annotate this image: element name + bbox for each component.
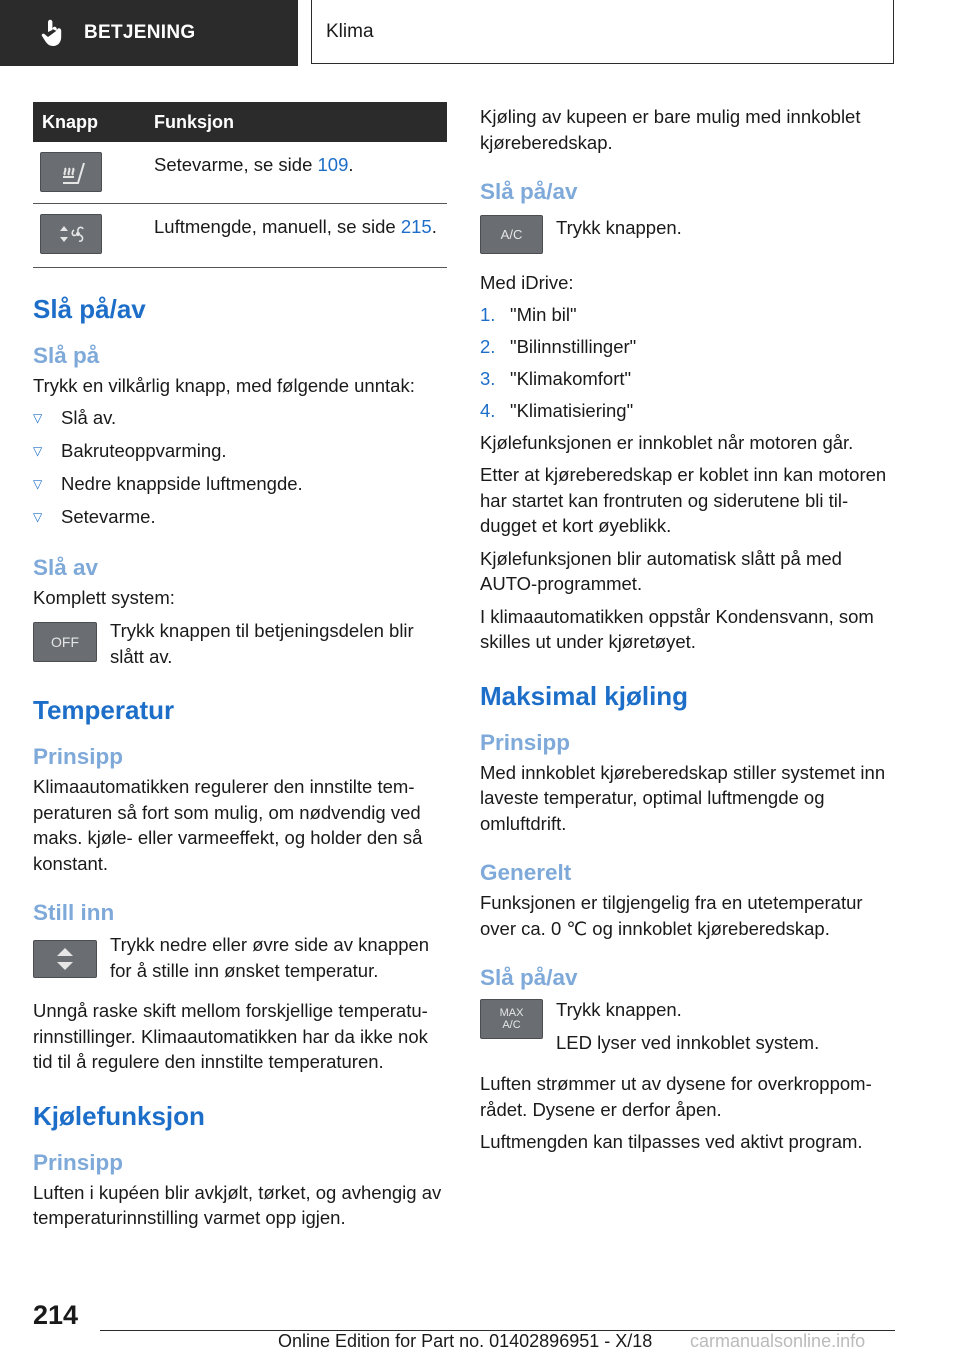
list-item: ▽ Bakruteoppvarming. <box>33 438 447 465</box>
max-ac-button-row <box>480 997 895 1055</box>
paragraph-max-principle: Med innkoblet kjøreberedskap stiller systemet inn laveste temperatur, optimal luftmengde og omluftdrift. <box>480 761 886 834</box>
heading-on-off: Slå på/av <box>480 965 578 990</box>
triangle-bullet-icon: ▽ <box>33 510 43 524</box>
triangle-bullet-icon: ▽ <box>33 411 43 425</box>
ac-button-row <box>480 215 895 254</box>
heading-on-off: Slå på/av <box>480 179 578 204</box>
ac-button-image: A/C <box>480 215 543 254</box>
off-button-text: Trykk knappen til betjeningsdelen blir slått av. <box>110 620 414 667</box>
temperature-button-image <box>33 940 97 978</box>
list-item: ▽ Slå av. <box>33 405 447 432</box>
paragraph-idrive: Med iDrive: <box>480 272 574 293</box>
table-cell-function: Setevarme, se side 109. <box>154 142 447 204</box>
paragraph-air-flow: Luften strømmer ut av dysene for overkroppområdet. Dysene er derfor åpen. <box>480 1073 872 1120</box>
paragraph-cooling-principle: Luften i kupéen blir avkjølt, tørket, og avhengig av temperaturinnstilling varmet opp igjen. <box>33 1181 442 1228</box>
hand-pointer-icon <box>40 18 66 48</box>
seat-heating-button-image <box>40 152 102 192</box>
table-cell-function: Luftmengde, manuell, se side 215. <box>154 204 447 268</box>
temp-button-row <box>33 932 447 983</box>
section-header <box>0 0 298 66</box>
set-temperature-text: Trykk nedre eller øvre side av knappen for å stille inn ønsket temperatur. <box>110 934 430 981</box>
table-row <box>33 142 447 204</box>
max-ac-button-image: MAX A/C <box>480 999 543 1039</box>
list-item: 3. "Klimakomfort" <box>480 368 632 389</box>
table-header-function: Funksjon <box>154 102 447 142</box>
off-button-image: OFF <box>33 622 97 662</box>
list-item: 4. "Klimatisiering" <box>480 400 634 421</box>
paragraph-complete-system: Komplett system: <box>33 586 175 608</box>
seat-heating-icon <box>54 157 88 187</box>
chapter-title: Klima <box>326 20 374 42</box>
table-header-button: Knapp <box>33 102 154 142</box>
right-column <box>480 102 895 1155</box>
heading-on-off: Slå på/av <box>33 294 146 324</box>
heading-temperature: Temperatur <box>33 695 175 725</box>
idrive-steps <box>480 302 895 424</box>
paragraph-auto: Kjølefunksjonen blir automatisk slått på med AUTO-programmet. <box>480 547 842 594</box>
paragraph-principle: Klimaautomatikken regulerer den innstilte temperaturen så fort som mulig, om nødvendig ved maks. kjøle- eller varmeeffekt, og holder den så konstant. <box>33 776 423 874</box>
off-button-row <box>33 618 447 669</box>
paragraph-cooling-engine: Kjølefunksjonen er innkoblet når motoren går. <box>480 431 854 453</box>
chapter-header <box>311 0 894 64</box>
paragraph-fogging: Etter at kjøreberedskap er koblet inn kan motoren har startet kan frontruten og siderutene bli tildugget et kort øyeblikk. <box>480 464 887 536</box>
heading-set: Still inn <box>33 900 115 925</box>
paragraph-cooling-intro: Kjøling av kupeen er bare mulig med innkoblet kjøreberedskap. <box>480 106 861 153</box>
heading-switch-off: Slå av <box>33 554 99 580</box>
page-number: 214 <box>33 1300 79 1330</box>
watermark: carmanualsonline.info <box>690 1331 866 1351</box>
heading-general: Generelt <box>480 860 572 885</box>
triangle-bullet-icon: ▽ <box>33 477 43 491</box>
paragraph-condensation: I klimaautomatikken oppstår Kondensvann, som skilles ut under kjøretøyet. <box>480 605 874 652</box>
page-link[interactable]: 109 <box>317 154 349 175</box>
left-column <box>33 102 447 1231</box>
ac-button-text: Trykk knappen. <box>556 217 682 238</box>
page-link[interactable]: 215 <box>400 216 432 237</box>
air-volume-button-image <box>40 214 102 254</box>
heading-cooling-function: Kjølefunksjon <box>33 1100 205 1131</box>
fan-arrows-icon <box>54 222 88 246</box>
heading-principle: Prinsipp <box>33 1149 124 1175</box>
paragraph-avoid-changes: Unngå raske skift mellom forskjellige temperaturinnstillinger. Klimaautomatikken har da ikke nok tid til å regulere den innstilte temperaturen. <box>33 1000 428 1072</box>
exception-list <box>33 405 447 531</box>
list-item: ▽ Setevarme. <box>33 504 447 531</box>
list-item: 2. "Bilinnstillinger" <box>480 336 637 357</box>
heading-max-cooling: Maksimal kjøling <box>480 680 689 711</box>
heading-principle: Prinsipp <box>480 729 571 755</box>
max-ac-text: Trykk knappen. LED lyser ved innkoblet system. <box>556 999 820 1053</box>
triangle-bullet-icon: ▽ <box>33 444 43 458</box>
heading-principle: Prinsipp <box>33 744 124 769</box>
heading-switch-on: Slå på <box>33 343 100 368</box>
button-function-table <box>33 102 447 268</box>
paragraph-general: Funksjonen er tilgjengelig fra en utetemperatur over ca. 0 ℃ og innkoblet kjøreberedskap. <box>480 892 863 939</box>
table-row <box>33 204 447 268</box>
paragraph-air-adjust: Luftmengden kan tilpasses ved aktivt program. <box>480 1131 863 1152</box>
section-label: BETJENING <box>84 22 196 43</box>
up-down-arrows-icon <box>53 944 77 974</box>
edition-text: Online Edition for Part no. 01402896951 - X/18 <box>278 1331 653 1351</box>
paragraph-switch-on: Trykk en vilkårlig knapp, med følgende unntak: <box>33 375 415 396</box>
list-item: ▽ Nedre knappside luftmengde. <box>33 471 447 498</box>
list-item: 1. "Min bil" <box>480 304 577 325</box>
